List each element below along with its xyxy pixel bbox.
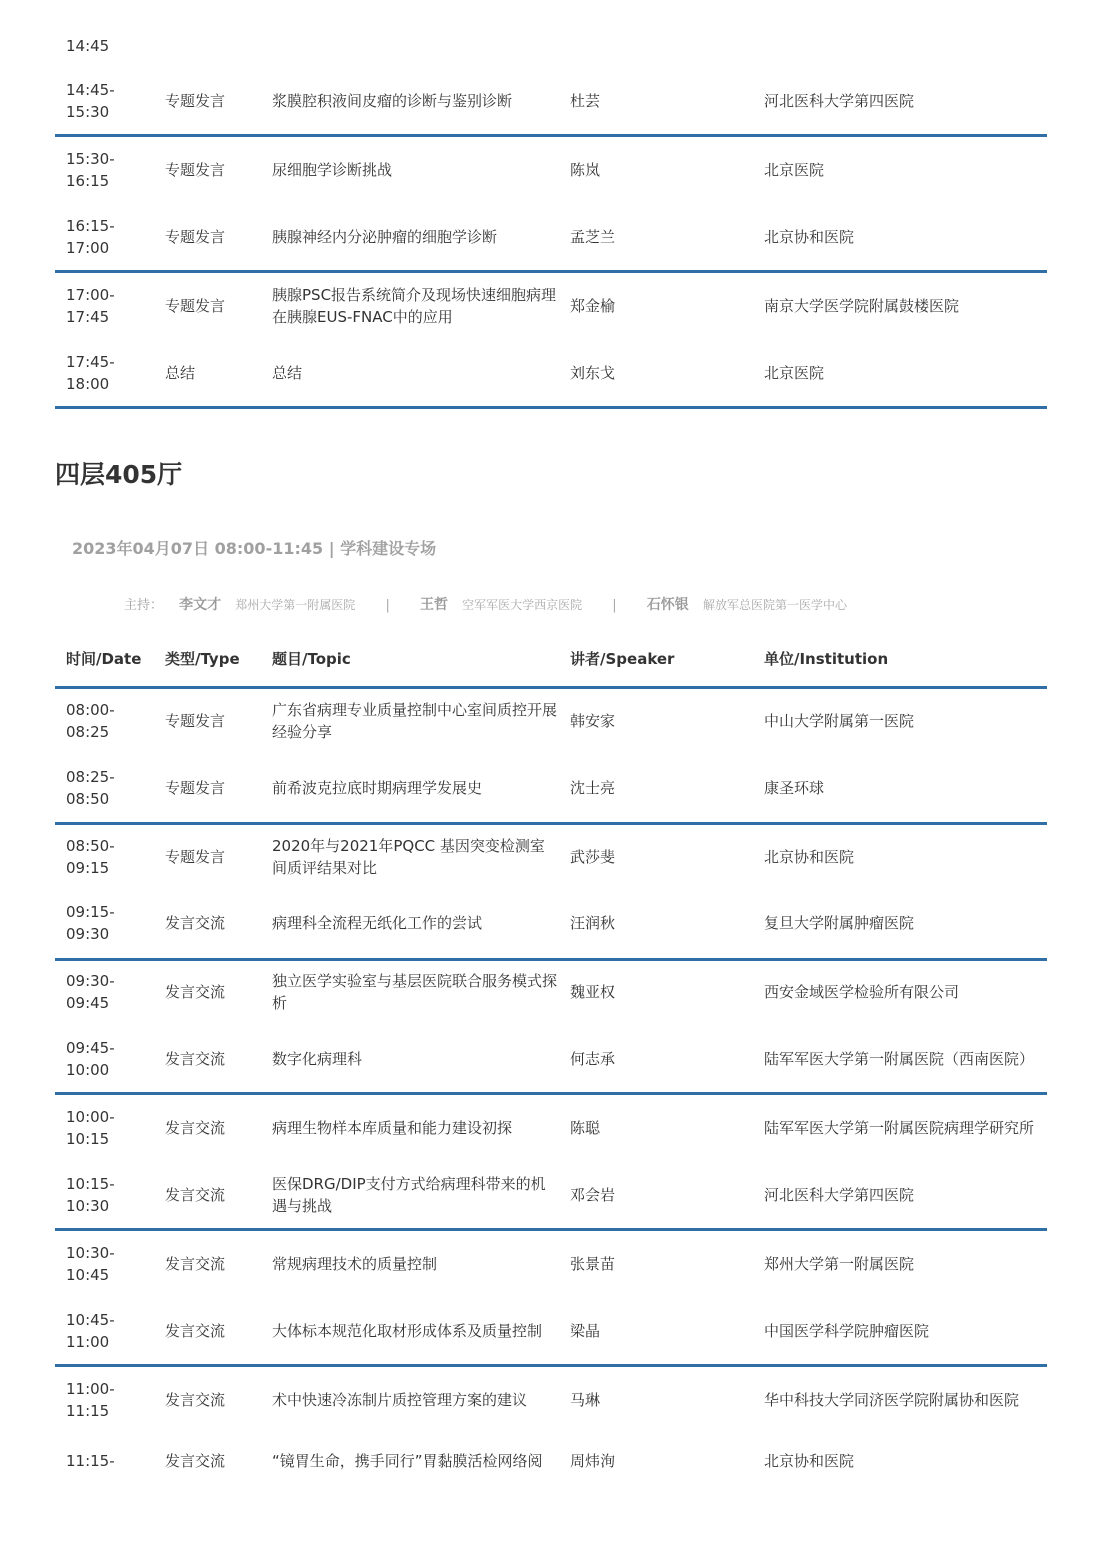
cell-institution: 陆军军医大学第一附属医院病理学研究所 [764, 1119, 1035, 1137]
cell-topic: 独立医学实验室与基层医院联合服务模式探析 [272, 972, 558, 1012]
cell-institution: 郑州大学第一附属医院 [764, 1255, 915, 1273]
cell-institution: 康圣环球 [764, 779, 825, 797]
row-separator [55, 1364, 1047, 1367]
cell-topic: 浆膜腔积液间皮瘤的诊断与鉴别诊断 [272, 92, 513, 110]
cell-speaker: 孟芝兰 [570, 228, 616, 246]
cell-institution: 北京协和医院 [764, 228, 855, 246]
cell-type: 发言交流 [165, 1452, 226, 1470]
cell-speaker: 陈聪 [570, 1119, 601, 1137]
cell-institution: 南京大学医学院附属鼓楼医院 [764, 297, 960, 315]
cell-time: 09:15- 09:30 [66, 903, 115, 943]
cell-topic: 大体标本规范化取材形成体系及质量控制 [272, 1322, 543, 1340]
row-separator [55, 958, 1047, 961]
cell-time: 10:15- 10:30 [66, 1175, 115, 1215]
cell-institution: 西安金域医学检验所有限公司 [764, 983, 960, 1001]
cell-time: 09:45- 10:00 [66, 1039, 115, 1079]
cell-time: 17:00- 17:45 [66, 286, 115, 326]
cell-speaker: 韩安家 [570, 712, 616, 730]
cell-type: 发言交流 [165, 1322, 226, 1340]
cell-institution: 中山大学附属第一医院 [764, 712, 915, 730]
cell-time: 17:45- 18:00 [66, 353, 115, 393]
row-separator [55, 270, 1047, 273]
cell-institution: 华中科技大学同济医学院附属协和医院 [764, 1391, 1020, 1409]
cell-speaker: 沈士亮 [570, 779, 616, 797]
cell-speaker: 周炜洵 [570, 1452, 616, 1470]
cell-type: 专题发言 [165, 779, 226, 797]
cell-institution: 河北医科大学第四医院 [764, 92, 915, 110]
cell-time: 10:45- 11:00 [66, 1311, 115, 1351]
cell-topic: 前希波克拉底时期病理学发展史 [272, 779, 483, 797]
cell-topic: “镜胃生命，携手同行”胃黏膜活检网络阅 [272, 1452, 543, 1470]
cell-type: 发言交流 [165, 1050, 226, 1068]
row-separator [55, 1228, 1047, 1231]
header-speaker: 讲者/Speaker [570, 650, 675, 668]
cell-topic: 常规病理技术的质量控制 [272, 1255, 438, 1273]
row-separator [55, 686, 1047, 689]
host-divider: | [612, 598, 617, 613]
cell-topic: 病理生物样本库质量和能力建设初探 [272, 1119, 513, 1137]
cell-topic: 尿细胞学诊断挑战 [272, 161, 393, 179]
hosts-line [124, 594, 847, 614]
cell-institution: 北京协和医院 [764, 848, 855, 866]
header-time: 时间/Date [66, 650, 142, 668]
cell-type: 总结 [165, 364, 196, 382]
cell-speaker: 郑金榆 [570, 297, 616, 315]
row-separator [55, 822, 1047, 825]
cell-speaker: 武莎斐 [570, 848, 616, 866]
cell-speaker: 汪润秋 [570, 914, 616, 932]
cell-type: 发言交流 [165, 1186, 226, 1204]
cell-institution: 中国医学科学院肿瘤医院 [764, 1322, 930, 1340]
host-name: 石怀银 [646, 597, 689, 613]
cell-time: 14:45 [66, 37, 110, 55]
cell-institution: 北京医院 [764, 364, 825, 382]
cell-topic: 广东省病理专业质量控制中心室间质控开展经验分享 [272, 701, 558, 741]
cell-speaker: 魏亚权 [570, 983, 616, 1001]
cell-institution: 北京协和医院 [764, 1452, 855, 1470]
cell-speaker: 杜芸 [570, 92, 601, 110]
cell-type: 专题发言 [165, 228, 226, 246]
cell-type: 专题发言 [165, 297, 226, 315]
cell-time: 08:00- 08:25 [66, 701, 115, 741]
cell-institution: 河北医科大学第四医院 [764, 1186, 915, 1204]
cell-speaker: 张景苗 [570, 1255, 616, 1273]
cell-institution: 北京医院 [764, 161, 825, 179]
cell-speaker: 刘东戈 [570, 364, 616, 382]
cell-type: 专题发言 [165, 848, 226, 866]
row-separator [55, 134, 1047, 137]
cell-time: 10:00- 10:15 [66, 1108, 115, 1148]
host-divider: | [385, 598, 390, 613]
cell-time: 15:30- 16:15 [66, 150, 115, 190]
cell-topic: 总结 [272, 364, 303, 382]
cell-topic: 胰腺PSC报告系统简介及现场快速细胞病理在胰腺EUS-FNAC中的应用 [272, 286, 557, 326]
row-separator [55, 1092, 1047, 1095]
session-info: 2023年04月07日 08:00-11:45 | 学科建设专场 [72, 539, 437, 558]
cell-time: 11:15- [66, 1452, 115, 1470]
host-institution: 空军军医大学西京医院 [462, 598, 583, 612]
cell-topic: 病理科全流程无纸化工作的尝试 [272, 914, 483, 932]
cell-type: 发言交流 [165, 914, 226, 932]
cell-topic: 医保DRG/DIP支付方式给病理科带来的机遇与挑战 [272, 1175, 546, 1215]
cell-type: 发言交流 [165, 1391, 226, 1409]
cell-speaker: 邓会岩 [570, 1186, 616, 1204]
host-name: 李文才 [179, 597, 222, 613]
cell-time: 09:30- 09:45 [66, 972, 115, 1012]
cell-type: 发言交流 [165, 983, 226, 1001]
header-topic: 题目/Topic [272, 650, 351, 668]
cell-time: 08:25- 08:50 [66, 768, 115, 808]
row-separator [55, 406, 1047, 409]
cell-institution: 陆军军医大学第一附属医院（西南医院） [764, 1050, 1035, 1068]
cell-type: 发言交流 [165, 1255, 226, 1273]
cell-time: 11:00- 11:15 [66, 1380, 115, 1420]
host-label: 主持： [124, 598, 164, 613]
cell-speaker: 马琳 [570, 1391, 601, 1409]
hall-title: 四层405厅 [55, 460, 183, 489]
cell-time: 16:15- 17:00 [66, 217, 115, 257]
header-institution: 单位/Institution [764, 650, 889, 668]
cell-time: 10:30- 10:45 [66, 1244, 115, 1284]
cell-topic: 胰腺神经内分泌肿瘤的细胞学诊断 [272, 228, 498, 246]
host-name: 王哲 [419, 597, 448, 613]
host-institution: 解放军总医院第一医学中心 [702, 598, 847, 612]
cell-topic: 术中快速冷冻制片质控管理方案的建议 [272, 1391, 528, 1409]
cell-topic: 数字化病理科 [272, 1050, 363, 1068]
cell-time: 14:45- 15:30 [66, 81, 115, 121]
cell-speaker: 陈岚 [570, 161, 601, 179]
cell-speaker: 何志承 [570, 1050, 616, 1068]
cell-type: 专题发言 [165, 712, 226, 730]
cell-time: 08:50- 09:15 [66, 837, 115, 877]
cell-institution: 复旦大学附属肿瘤医院 [764, 914, 915, 932]
cell-topic: 2020年与2021年PQCC 基因突变检测室间质评结果对比 [272, 837, 545, 877]
host-institution: 郑州大学第一附属医院 [235, 598, 356, 612]
cell-type: 专题发言 [165, 92, 226, 110]
header-type: 类型/Type [165, 650, 240, 668]
cell-speaker: 梁晶 [570, 1322, 601, 1340]
cell-type: 专题发言 [165, 161, 226, 179]
cell-type: 发言交流 [165, 1119, 226, 1137]
